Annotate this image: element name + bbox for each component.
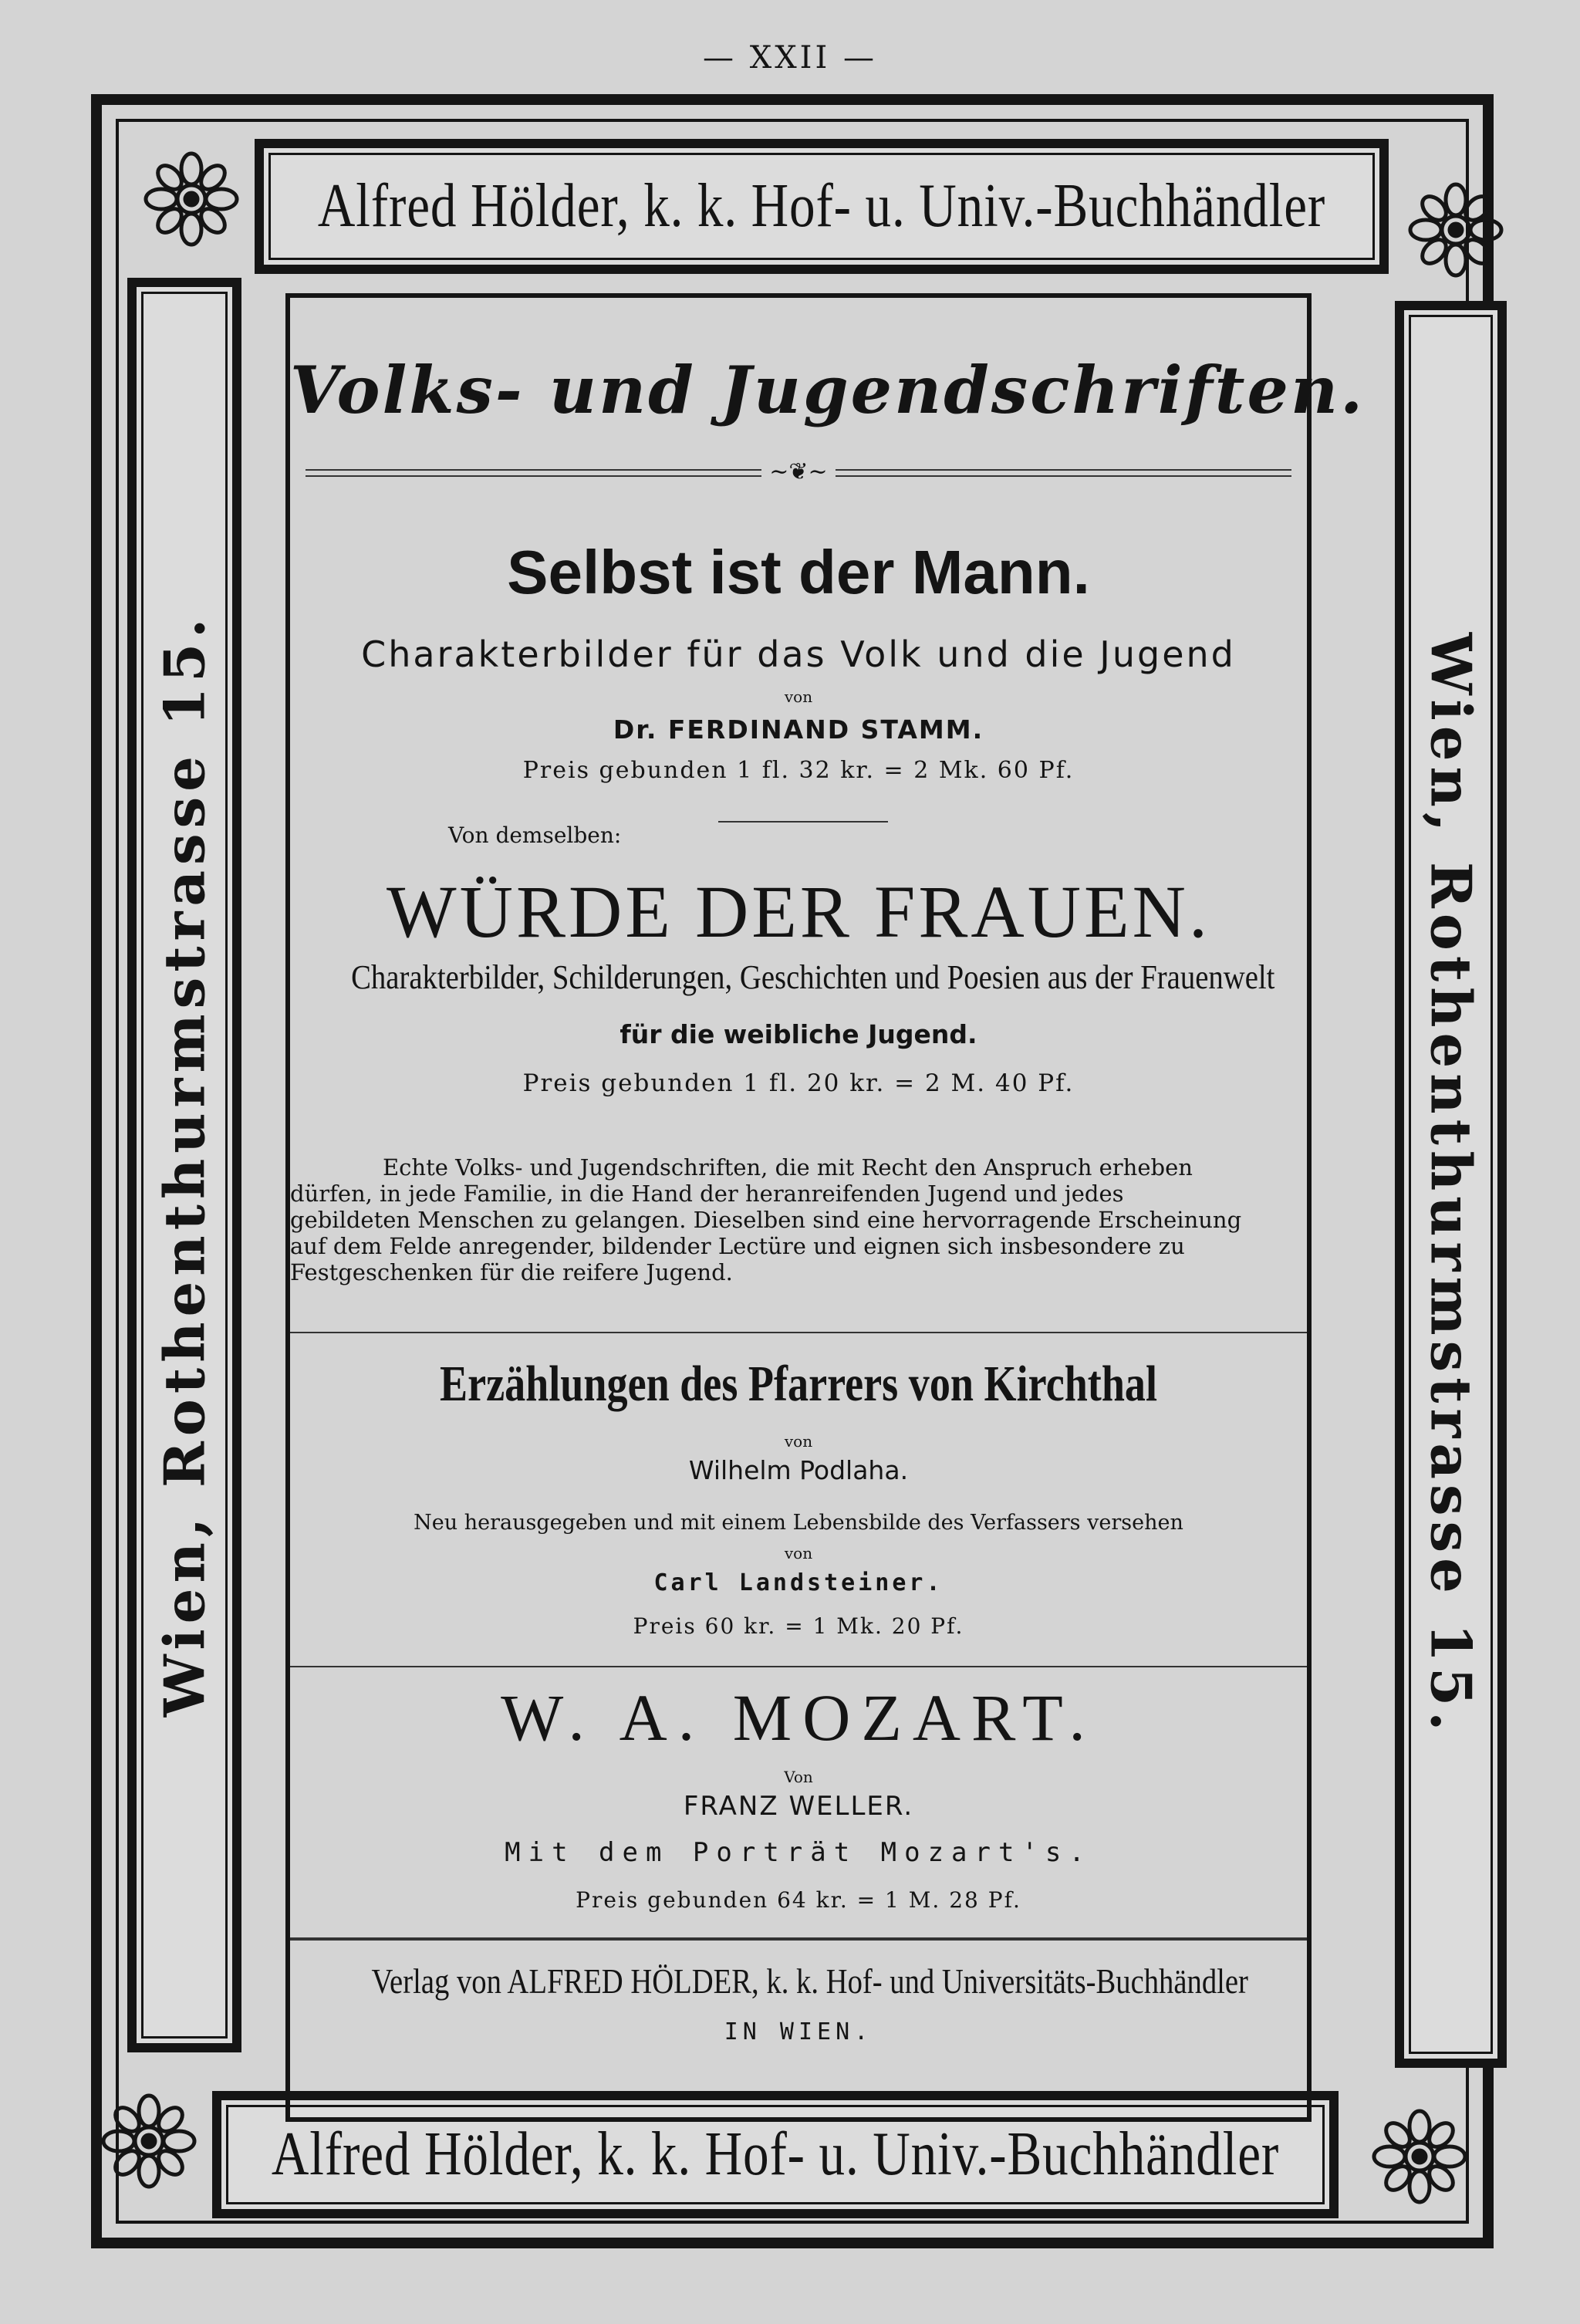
book3-von-2: von xyxy=(784,1544,813,1562)
book2-audience: für die weibliche Jugend. xyxy=(620,1019,977,1049)
description-paragraph xyxy=(290,1154,1284,1285)
section-rule-2 xyxy=(290,1666,1307,1667)
description-line: gebildeten Menschen zu gelangen. Dieselben sind eine hervorragende Erscheinung xyxy=(290,1207,1242,1233)
left-side-text: Wien, Rothenthurmstrasse 15. xyxy=(151,613,218,1718)
publisher-city: IN WIEN. xyxy=(724,2018,873,2045)
section-rule-1 xyxy=(290,1332,1307,1333)
rosette-ornament-bottom-right xyxy=(1362,2099,1477,2214)
book2-subtitle: Charakterbilder, Schilderungen, Geschichten und Poesien aus der Frauenwelt xyxy=(351,958,1275,996)
book1-price: Preis gebunden 1 fl. 32 kr. = 2 Mk. 60 Pf. xyxy=(522,757,1075,784)
book4-note: Mit dem Porträt Mozart's. xyxy=(505,1837,1092,1868)
book4-von: Von xyxy=(784,1768,813,1786)
book4-author: FRANZ WELLER. xyxy=(683,1791,914,1822)
top-banner xyxy=(255,139,1389,274)
right-side-banner xyxy=(1395,301,1507,2068)
rosette-ornament-top-right xyxy=(1398,172,1514,288)
book2-title: WÜRDE DER FRAUEN. xyxy=(387,870,1210,953)
description-line: Echte Volks- und Jugendschriften, die mit Recht den Anspruch erheben xyxy=(383,1154,1193,1181)
left-side-banner xyxy=(127,278,241,2052)
ornament-flourish: ∼❦∼ xyxy=(290,458,1307,485)
description-line: Festgeschenken für die reifere Jugend. xyxy=(290,1259,733,1285)
book3-price: Preis 60 kr. = 1 Mk. 20 Pf. xyxy=(633,1613,964,1639)
book1-author: Dr. FERDINAND STAMM. xyxy=(613,714,984,745)
book4-price: Preis gebunden 64 kr. = 1 M. 28 Pf. xyxy=(576,1887,1021,1913)
description-line: auf dem Felde anregender, bildender Lectüre und eignen sich insbesondere zu xyxy=(290,1233,1185,1259)
book3-author: Wilhelm Podlaha. xyxy=(688,1455,909,1485)
right-side-text: Wien, Rothenthurmstrasse 15. xyxy=(1418,632,1484,1737)
page-number: — XXII — xyxy=(703,40,877,76)
book3-note: Neu herausgegeben und mit einem Lebensbilde des Verfassers versehen xyxy=(414,1511,1183,1535)
book1-subtitle: Charakterbilder für das Volk und die Jugend xyxy=(361,633,1236,675)
top-banner-text: Alfred Hölder, k. k. Hof- u. Univ.-Buchhändler xyxy=(317,172,1326,240)
book1-title: Selbst ist der Mann. xyxy=(507,538,1090,606)
book3-title: Erzählungen des Pfarrers von Kirchthal xyxy=(439,1356,1158,1412)
book2-intro: Von demselben: xyxy=(448,823,622,848)
heading-blackletter: Volks- und Jugendschriften. xyxy=(290,352,1366,428)
rosette-ornament-top-left xyxy=(133,141,249,257)
book1-von: von xyxy=(784,687,813,706)
rosette-ornament-bottom-left xyxy=(91,2083,207,2199)
bottom-banner-text: Alfred Hölder, k. k. Hof- u. Univ.-Buchhändler xyxy=(271,2120,1280,2188)
advertisement-content xyxy=(285,293,1366,2122)
book3-editor: Carl Landsteiner. xyxy=(653,1569,944,1596)
book2-price: Preis gebunden 1 fl. 20 kr. = 2 M. 40 Pf. xyxy=(522,1069,1075,1097)
book3-von: von xyxy=(784,1432,813,1451)
description-line: dürfen, in jede Familie, in die Hand der heranreifenden Jugend und jedes xyxy=(290,1181,1124,1207)
publisher-line: Verlag von ALFRED HÖLDER, k. k. Hof- und Universitäts-Buchhändler xyxy=(371,1961,1248,2001)
book4-title: W. A. MOZART. xyxy=(501,1681,1096,1755)
section-rule-3 xyxy=(290,1937,1307,1941)
